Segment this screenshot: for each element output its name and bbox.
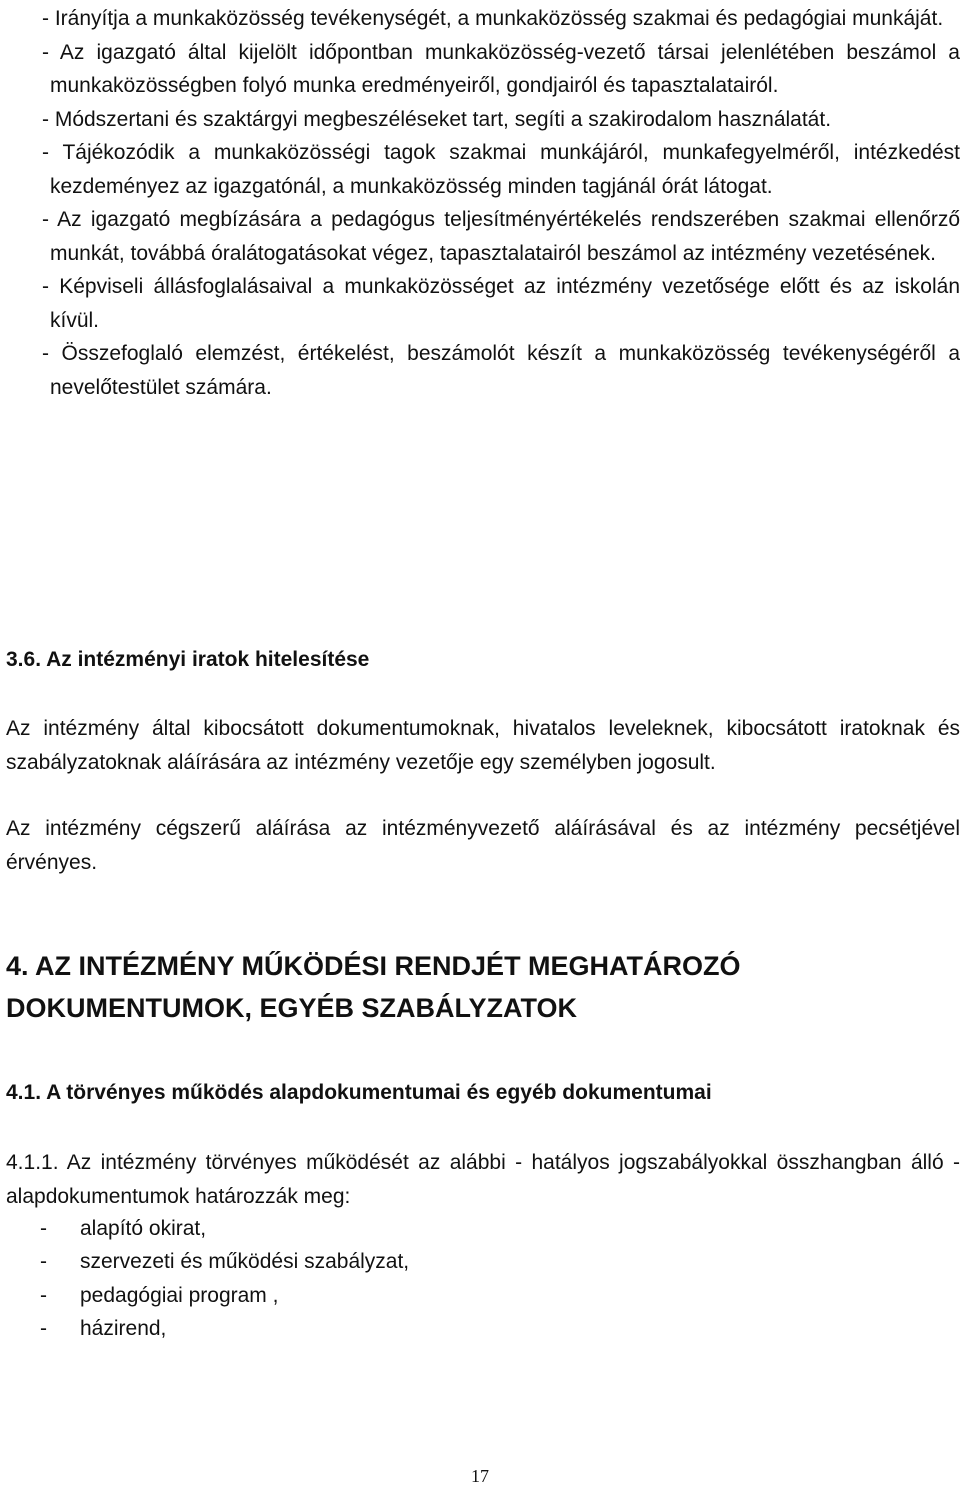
document-list-item: [40, 1245, 409, 1279]
list-dash: -: [40, 1317, 47, 1340]
list-dash: -: [40, 1217, 47, 1240]
bullet-item: - Módszertani és szaktárgyi megbeszéléseket tart, segíti a szakirodalom használatát.: [42, 107, 832, 131]
section-heading-3-6: 3.6. Az intézményi iratok hitelesítése: [6, 648, 370, 671]
document-list-item: [40, 1312, 166, 1346]
bullet-item: - Irányítja a munkaközösség tevékenységét, a munkaközösség szakmai és pedagógiai munkáját.: [42, 7, 944, 30]
list-item-label: alapító okirat,: [80, 1217, 207, 1240]
list-item-label: pedagógiai program ,: [80, 1284, 279, 1307]
section-3-6-paragraph-1: Az intézmény által kibocsátott dokumentumoknak, hivatalos leveleknek, kibocsátott iratoknak és szabályzatoknak aláírására az intézmény vezetője egy személyben jogosult.: [6, 717, 960, 774]
bullet-item: - Tájékozódik a munkaközösségi tagok szakmai munkájáról, munkafegyelméről, intézkedést kezdeményez az igazgatónál, a munkaközösség minden tagjánál órát látogat.: [42, 141, 960, 198]
bullet-item: - Az igazgató megbízására a pedagógus teljesítményértékelés rendszerében szakmai ellenőrző munkát, továbbá óralátogatásokat végez, tapasztalatairól beszámol az intézmény vezetésének.: [42, 208, 960, 265]
section-3-6-paragraph-2: Az intézmény cégszerű aláírása az intézményvezető aláírásával és az intézmény pecsétjével érvényes.: [6, 817, 960, 874]
duties-bullet-list: [0, 2, 960, 404]
bullet-item: - Összefoglaló elemzést, értékelést, beszámolót készít a munkaközösség tevékenységéről a nevelőtestület számára.: [42, 342, 960, 399]
section-heading-4-1: 4.1. A törvényes működés alapdokumentumai és egyéb dokumentumai: [6, 1081, 712, 1104]
bullet-item: - Az igazgató által kijelölt időpontban munkaközösség-vezető társai jelenlétében beszámol a munkaközösségben folyó munka eredményeiről, gondjairól és tapasztalatairól.: [42, 40, 960, 97]
chapter-heading-4: 4. AZ INTÉZMÉNY MŰKÖDÉSI RENDJÉT MEGHATÁROZÓ DOKUMENTUMOK, EGYÉB SZABÁLYZATOK: [6, 951, 741, 1023]
document-list-item: [40, 1279, 278, 1313]
page-number: 17: [471, 1466, 489, 1486]
section-4-1-1-paragraph: 4.1.1. Az intézmény törvényes működését az alábbi - hatályos jogszabályokkal összhangban álló - alapdokumentumok határozzák meg:: [6, 1151, 960, 1208]
list-dash: -: [40, 1284, 47, 1307]
list-item-label: házirend,: [80, 1317, 167, 1340]
bullet-item: - Képviseli állásfoglalásaival a munkaközösséget az intézmény vezetősége előtt és az iskolán kívül.: [42, 275, 960, 332]
list-dash: -: [40, 1250, 47, 1273]
list-item-label: szervezeti és működési szabályzat,: [80, 1250, 410, 1273]
document-list-item: [40, 1212, 206, 1246]
